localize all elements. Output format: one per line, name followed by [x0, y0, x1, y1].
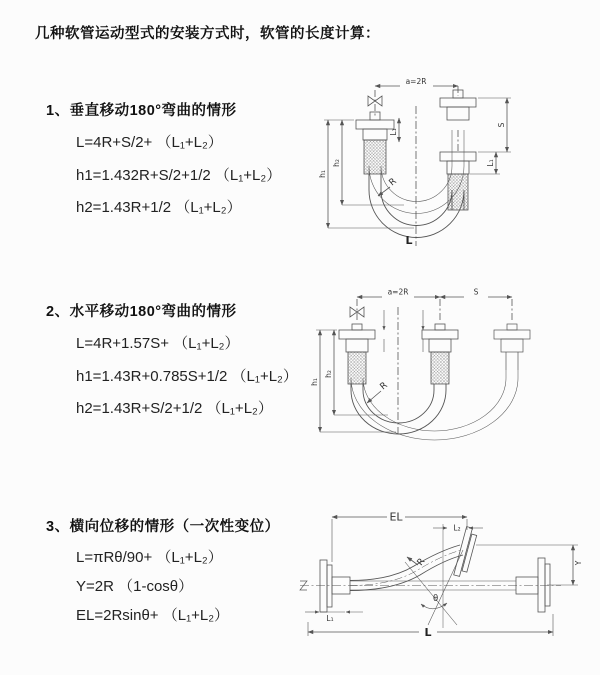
- length-label: L: [424, 626, 432, 639]
- formula-line: L=4R+1.57S+ （L₁+L₂）: [76, 335, 240, 352]
- formula-line: L=πRθ/90+ （L₁+L₂）: [76, 549, 223, 566]
- section-3-formulas: [76, 543, 280, 630]
- radius-construction-lines: [405, 550, 463, 625]
- radius-label: R: [415, 556, 428, 568]
- hose-fitting-left: [339, 324, 375, 352]
- diagram-horizontal-180-bend: [300, 282, 600, 462]
- dim-label-a2r: a=2R: [387, 287, 409, 297]
- dim-label-s: S: [473, 287, 479, 297]
- formula-line: h2=1.43R+1/2 （L₁+L₂）: [76, 199, 242, 216]
- diagram-lateral-displacement: [295, 500, 600, 655]
- length-label: L: [405, 234, 413, 247]
- radius-label: R: [387, 176, 399, 189]
- dim-label-h2: h₂: [324, 370, 333, 378]
- braided-hose-left: [364, 140, 386, 174]
- hose-fitting-middle: [422, 324, 458, 352]
- formula-line: h1=1.432R+S/2+1/2 （L₁+L₂）: [76, 166, 282, 184]
- page-title: 几种软管运动型式的安装方式时，软管的长度计算：: [35, 26, 380, 42]
- section-lateral-displacement: [46, 517, 280, 630]
- dim-label-l1-left: L₁: [389, 128, 398, 136]
- formula-line: Y=2R （1-cosθ）: [76, 578, 194, 595]
- section-horizontal-movement: [46, 302, 298, 426]
- flange-upper-right: [454, 527, 479, 578]
- braided-hose-middle: [431, 352, 449, 384]
- dim-label-h2: h₂: [332, 159, 341, 167]
- hose-fitting-right-upper: [440, 90, 476, 120]
- flange-lower-right: [516, 558, 550, 612]
- formula-line: EL=2Rsinθ+ （L₁+L₂）: [76, 607, 230, 624]
- dim-label-l2: L₂: [453, 523, 461, 533]
- hose-fitting-right-lower: [440, 152, 476, 174]
- diagram-vertical-180-bend: [300, 68, 600, 268]
- hose-fitting-right-phantom: [494, 324, 530, 370]
- section-2-heading: 2、水平移动180°弯曲的情形: [46, 304, 237, 320]
- section-vertical-movement: [46, 101, 281, 225]
- radius-leader: [367, 391, 381, 403]
- braided-hose-left: [348, 352, 366, 384]
- dim-label-s: S: [497, 122, 506, 128]
- dim-label-a2r: a=2R: [405, 77, 427, 86]
- dim-label-h1: h₁: [310, 378, 319, 386]
- braided-hose-right: [448, 174, 468, 210]
- formula-line: h2=1.43R+S/2+1/2 （L₁+L₂）: [76, 400, 273, 417]
- dim-label-y: Y: [574, 560, 583, 566]
- angle-label: θ: [433, 594, 439, 604]
- dim-label-el: EL: [389, 510, 403, 524]
- dim-label-h1: h₁: [318, 170, 327, 178]
- hose-s-curve: [350, 545, 463, 591]
- dim-label-l1-right: L₁: [486, 159, 495, 167]
- formula-line: L=4R+S/2+ （L₁+L₂）: [76, 134, 223, 151]
- dim-label-l1: L₁: [326, 614, 334, 623]
- flange-left: [320, 560, 350, 612]
- section-2-formulas: [76, 328, 298, 426]
- section-1-formulas: [76, 127, 281, 225]
- radius-leader: [378, 187, 390, 196]
- section-1-heading: 1、垂直移动180°弯曲的情形: [46, 103, 237, 119]
- formula-line: h1=1.43R+0.785S+1/2 （L₁+L₂）: [76, 367, 298, 385]
- section-3-heading: 3、横向位移的情形（一次性变位）: [46, 519, 280, 535]
- radius-label: R: [378, 380, 390, 393]
